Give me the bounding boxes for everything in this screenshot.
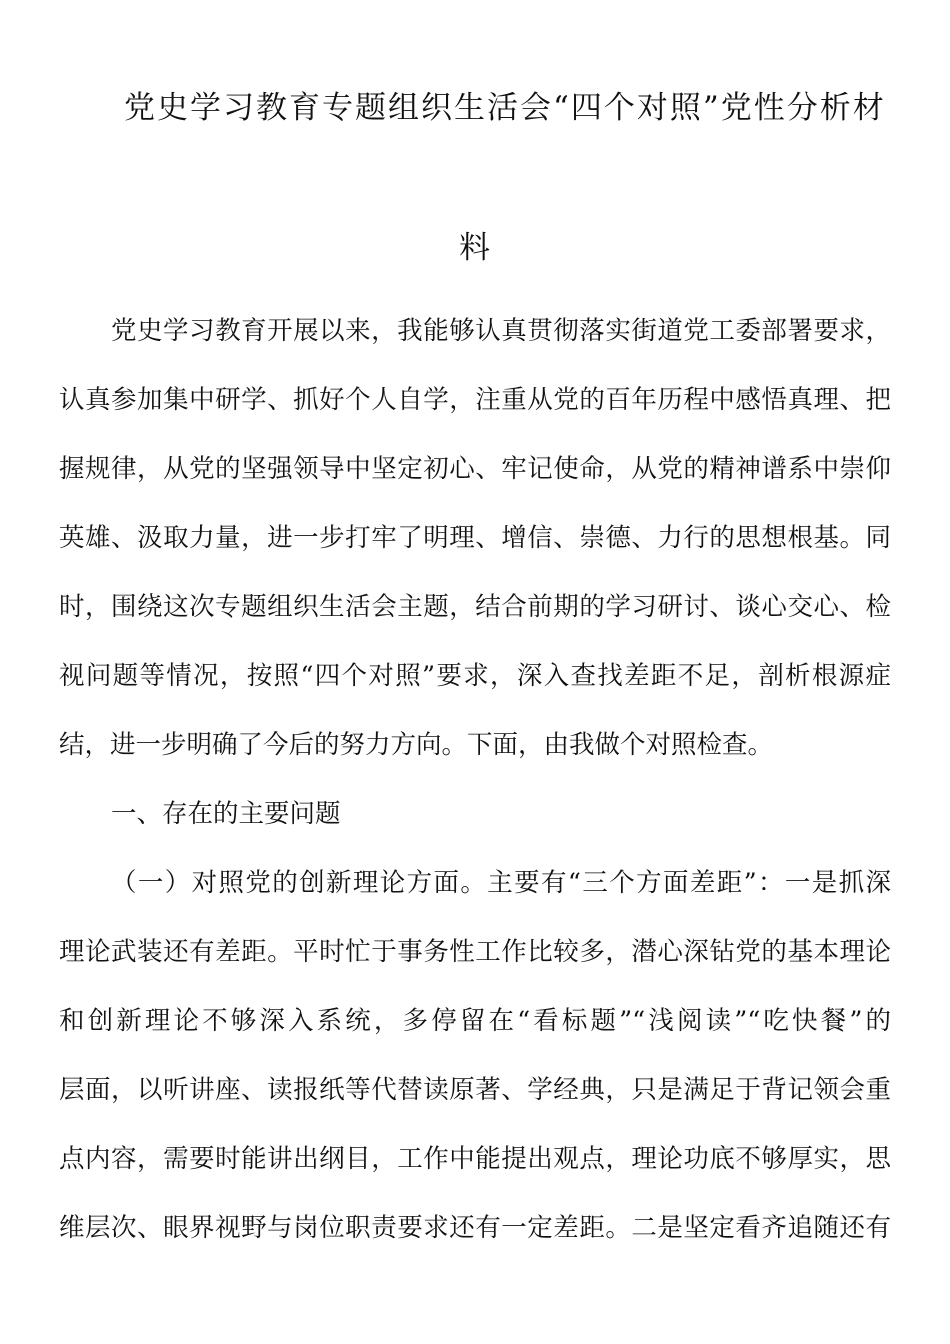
- paragraph-line: 和创新理论不够深入系统，多停留在“看标题”“浅阅读”“吃快餐”的: [59, 1006, 891, 1036]
- paragraph-line: 理论武装还有差距。平时忙于事务性工作比较多，潜心深钻党的基本理论: [59, 937, 891, 967]
- paragraph-line: 视问题等情况，按照“四个对照”要求，深入查找差距不足，剖析根源症: [59, 661, 891, 691]
- paragraph-line: （一）对照党的创新理论方面。主要有“三个方面差距”：一是抓深: [111, 868, 891, 898]
- paragraph-line: 层面，以听讲座、读报纸等代替读原著、学经典，只是满足于背记领会重: [59, 1075, 891, 1105]
- paragraph-line: 时，围绕这次专题组织生活会主题，结合前期的学习研讨、谈心交心、检: [59, 592, 891, 622]
- paragraph-line: 党史学习教育开展以来，我能够认真贯彻落实街道党工委部署要求，: [111, 316, 891, 346]
- paragraph-line: 点内容，需要时能讲出纲目，工作中能提出观点，理论功底不够厚实，思: [59, 1144, 891, 1174]
- paragraph-line: 结，进一步明确了今后的努力方向。下面，由我做个对照检查。: [59, 730, 774, 760]
- document-title-line-1: 党史学习教育专题组织生活会“四个对照”党性分析材: [124, 90, 886, 126]
- paragraph-line: 英雄、汲取力量，进一步打牢了明理、增信、崇德、力行的思想根基。同: [59, 523, 891, 553]
- section-heading: 一、存在的主要问题: [111, 799, 341, 829]
- document-title-line-2: 料: [459, 230, 492, 266]
- paragraph-line: 认真参加集中研学、抓好个人自学，注重从党的百年历程中感悟真理、把: [59, 385, 891, 415]
- paragraph-line: 维层次、眼界视野与岗位职责要求还有一定差距。二是坚定看齐追随还有: [59, 1213, 891, 1243]
- paragraph-line: 握规律，从党的坚强领导中坚定初心、牢记使命，从党的精神谱系中崇仰: [59, 454, 891, 484]
